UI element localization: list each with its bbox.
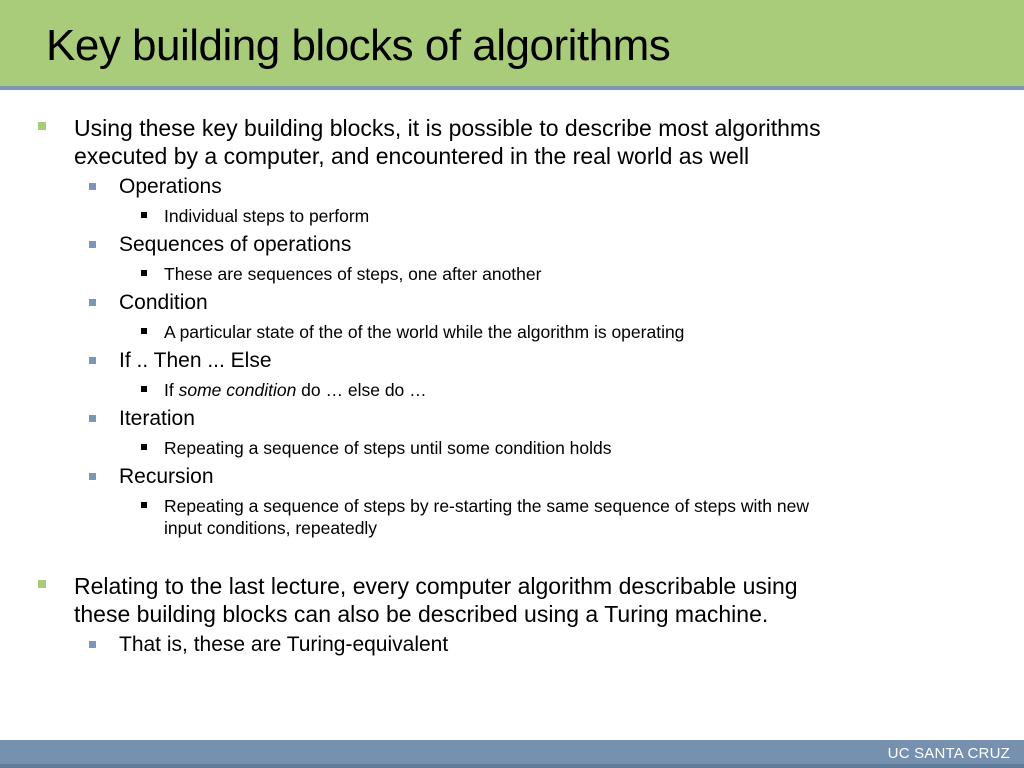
level1-bullet-icon xyxy=(38,122,46,130)
bullet-level2-text: Recursion xyxy=(119,465,214,488)
bullet-level3-text: These are sequences of steps, one after another xyxy=(164,264,542,284)
level3-bullet-icon xyxy=(141,270,147,276)
bullet-level3-text xyxy=(164,495,809,539)
level3-bullet-icon xyxy=(141,386,147,392)
bullet-level3-text xyxy=(164,379,427,401)
bullet-line: Repeating a sequence of steps by re-starting the same sequence of steps with new xyxy=(164,496,809,516)
level2-bullet-icon xyxy=(89,357,96,364)
level2-bullet-icon xyxy=(89,473,96,480)
italic-phrase: some condition xyxy=(178,380,297,400)
level3-bullet-icon xyxy=(141,502,147,508)
bullet-level2-text: Sequences of operations xyxy=(119,233,352,256)
level2-bullet-icon xyxy=(89,299,96,306)
bullet-level2-text: That is, these are Turing-equivalent xyxy=(119,633,449,656)
level2-bullet-icon xyxy=(89,415,96,422)
bullet-line: Using these key building blocks, it is possible to describe most algorithms xyxy=(74,115,821,141)
level1-bullet-icon xyxy=(38,580,46,588)
bullet-level2-text: Operations xyxy=(119,175,222,198)
level2-bullet-icon xyxy=(89,241,96,248)
bullet-level1-text xyxy=(74,114,821,170)
footer-label: UC SANTA CRUZ xyxy=(887,745,1010,762)
bullet-line: these building blocks can also be described using a Turing machine. xyxy=(74,601,769,627)
bullet-level3-text: Repeating a sequence of steps until some condition holds xyxy=(164,438,612,458)
bullet-level2-text: If .. Then ... Else xyxy=(119,349,272,372)
level2-bullet-icon xyxy=(89,641,96,648)
level3-bullet-icon xyxy=(141,444,147,450)
bullet-line: executed by a computer, and encountered in the real world as well xyxy=(74,143,750,169)
footer-edge xyxy=(0,764,1024,768)
text-suffix: do … else do … xyxy=(296,380,427,400)
bullet-level1-text xyxy=(74,572,798,628)
level2-bullet-icon xyxy=(89,183,96,190)
slide-title: Key building blocks of algorithms xyxy=(46,21,671,70)
bullet-level2-text: Iteration xyxy=(119,407,195,430)
text-prefix: If xyxy=(164,380,179,400)
bullet-level3-text: Individual steps to perform xyxy=(164,206,370,226)
bullet-line: Relating to the last lecture, every computer algorithm describable using xyxy=(74,573,798,599)
bullet-line: input conditions, repeatedly xyxy=(164,518,378,538)
level3-bullet-icon xyxy=(141,212,147,218)
bullet-level2-text: Condition xyxy=(119,291,208,314)
level3-bullet-icon xyxy=(141,328,147,334)
bullet-level3-text: A particular state of the of the world while the algorithm is operating xyxy=(164,322,685,342)
